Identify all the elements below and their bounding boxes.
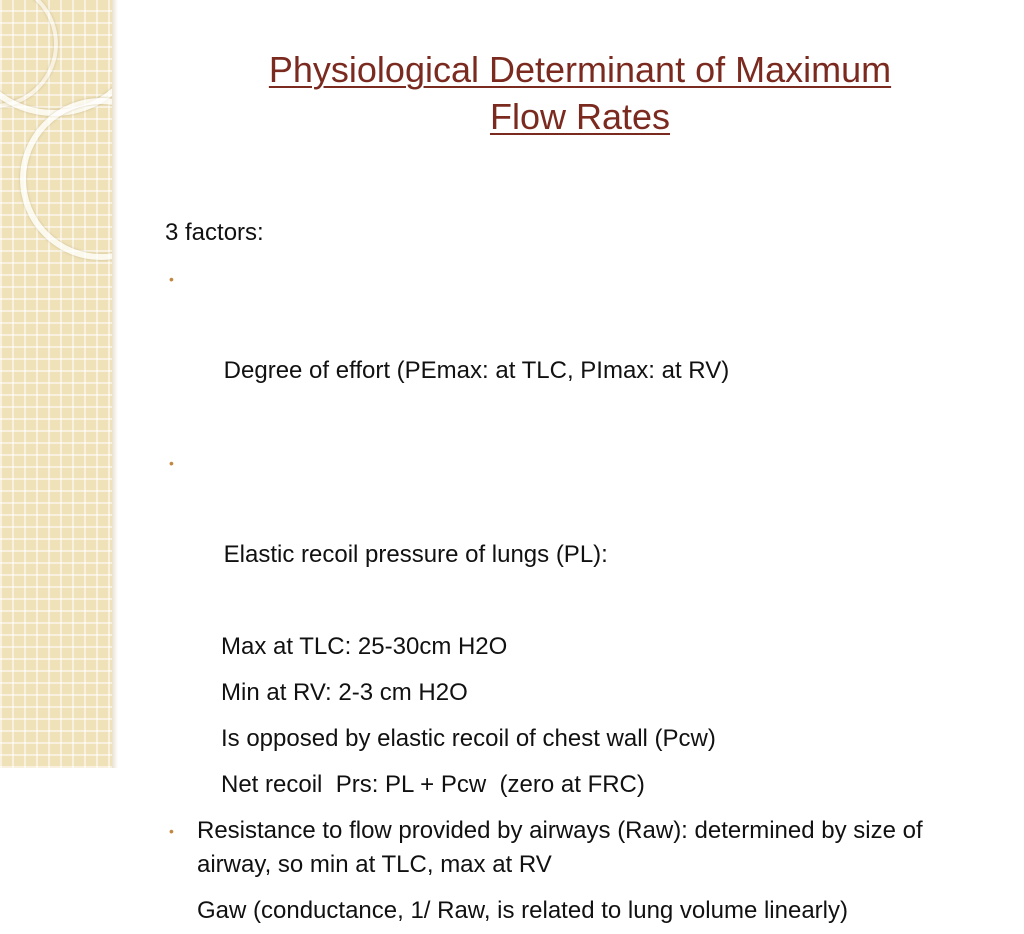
- panel-edge-shadow: [112, 0, 118, 768]
- slide-title-line-2: Flow Rates: [489, 96, 671, 137]
- bullet-icon: •: [169, 455, 174, 471]
- bullet-text: Resistance to flow provided by airways (Raw): determined by size of airway, so min at TLC, max at RV: [197, 817, 923, 878]
- bullet-text: Elastic recoil pressure of lungs (PL):: [223, 541, 608, 568]
- bullet-text: Degree of effort (PEmax: at TLC, PImax: at RV): [223, 357, 730, 384]
- intro-text: 3 factors:: [165, 219, 264, 246]
- bullet-item: [165, 256, 985, 440]
- sub-item: Net recoil Prs: PL + Pcw (zero at FRC): [221, 771, 645, 798]
- decorative-side-panel: [0, 0, 112, 768]
- bullet-icon: •: [169, 823, 174, 839]
- sub-item: Max at TLC: 25-30cm H2O: [221, 633, 508, 660]
- slide-body: [165, 210, 985, 934]
- sub-item: Min at RV: 2-3 cm H2O: [221, 679, 468, 706]
- final-note: Gaw (conductance, 1/ Raw, is related to lung volume linearly): [197, 897, 848, 924]
- slide-title: [170, 46, 990, 140]
- sub-item: Is opposed by elastic recoil of chest wall (Pcw): [221, 725, 716, 752]
- decorative-ring: [20, 98, 112, 260]
- bullet-icon: •: [169, 271, 174, 287]
- bullet-item: [165, 440, 985, 624]
- slide-title-line-1: Physiological Determinant of Maximum: [268, 49, 892, 90]
- bullet-item: [165, 814, 985, 882]
